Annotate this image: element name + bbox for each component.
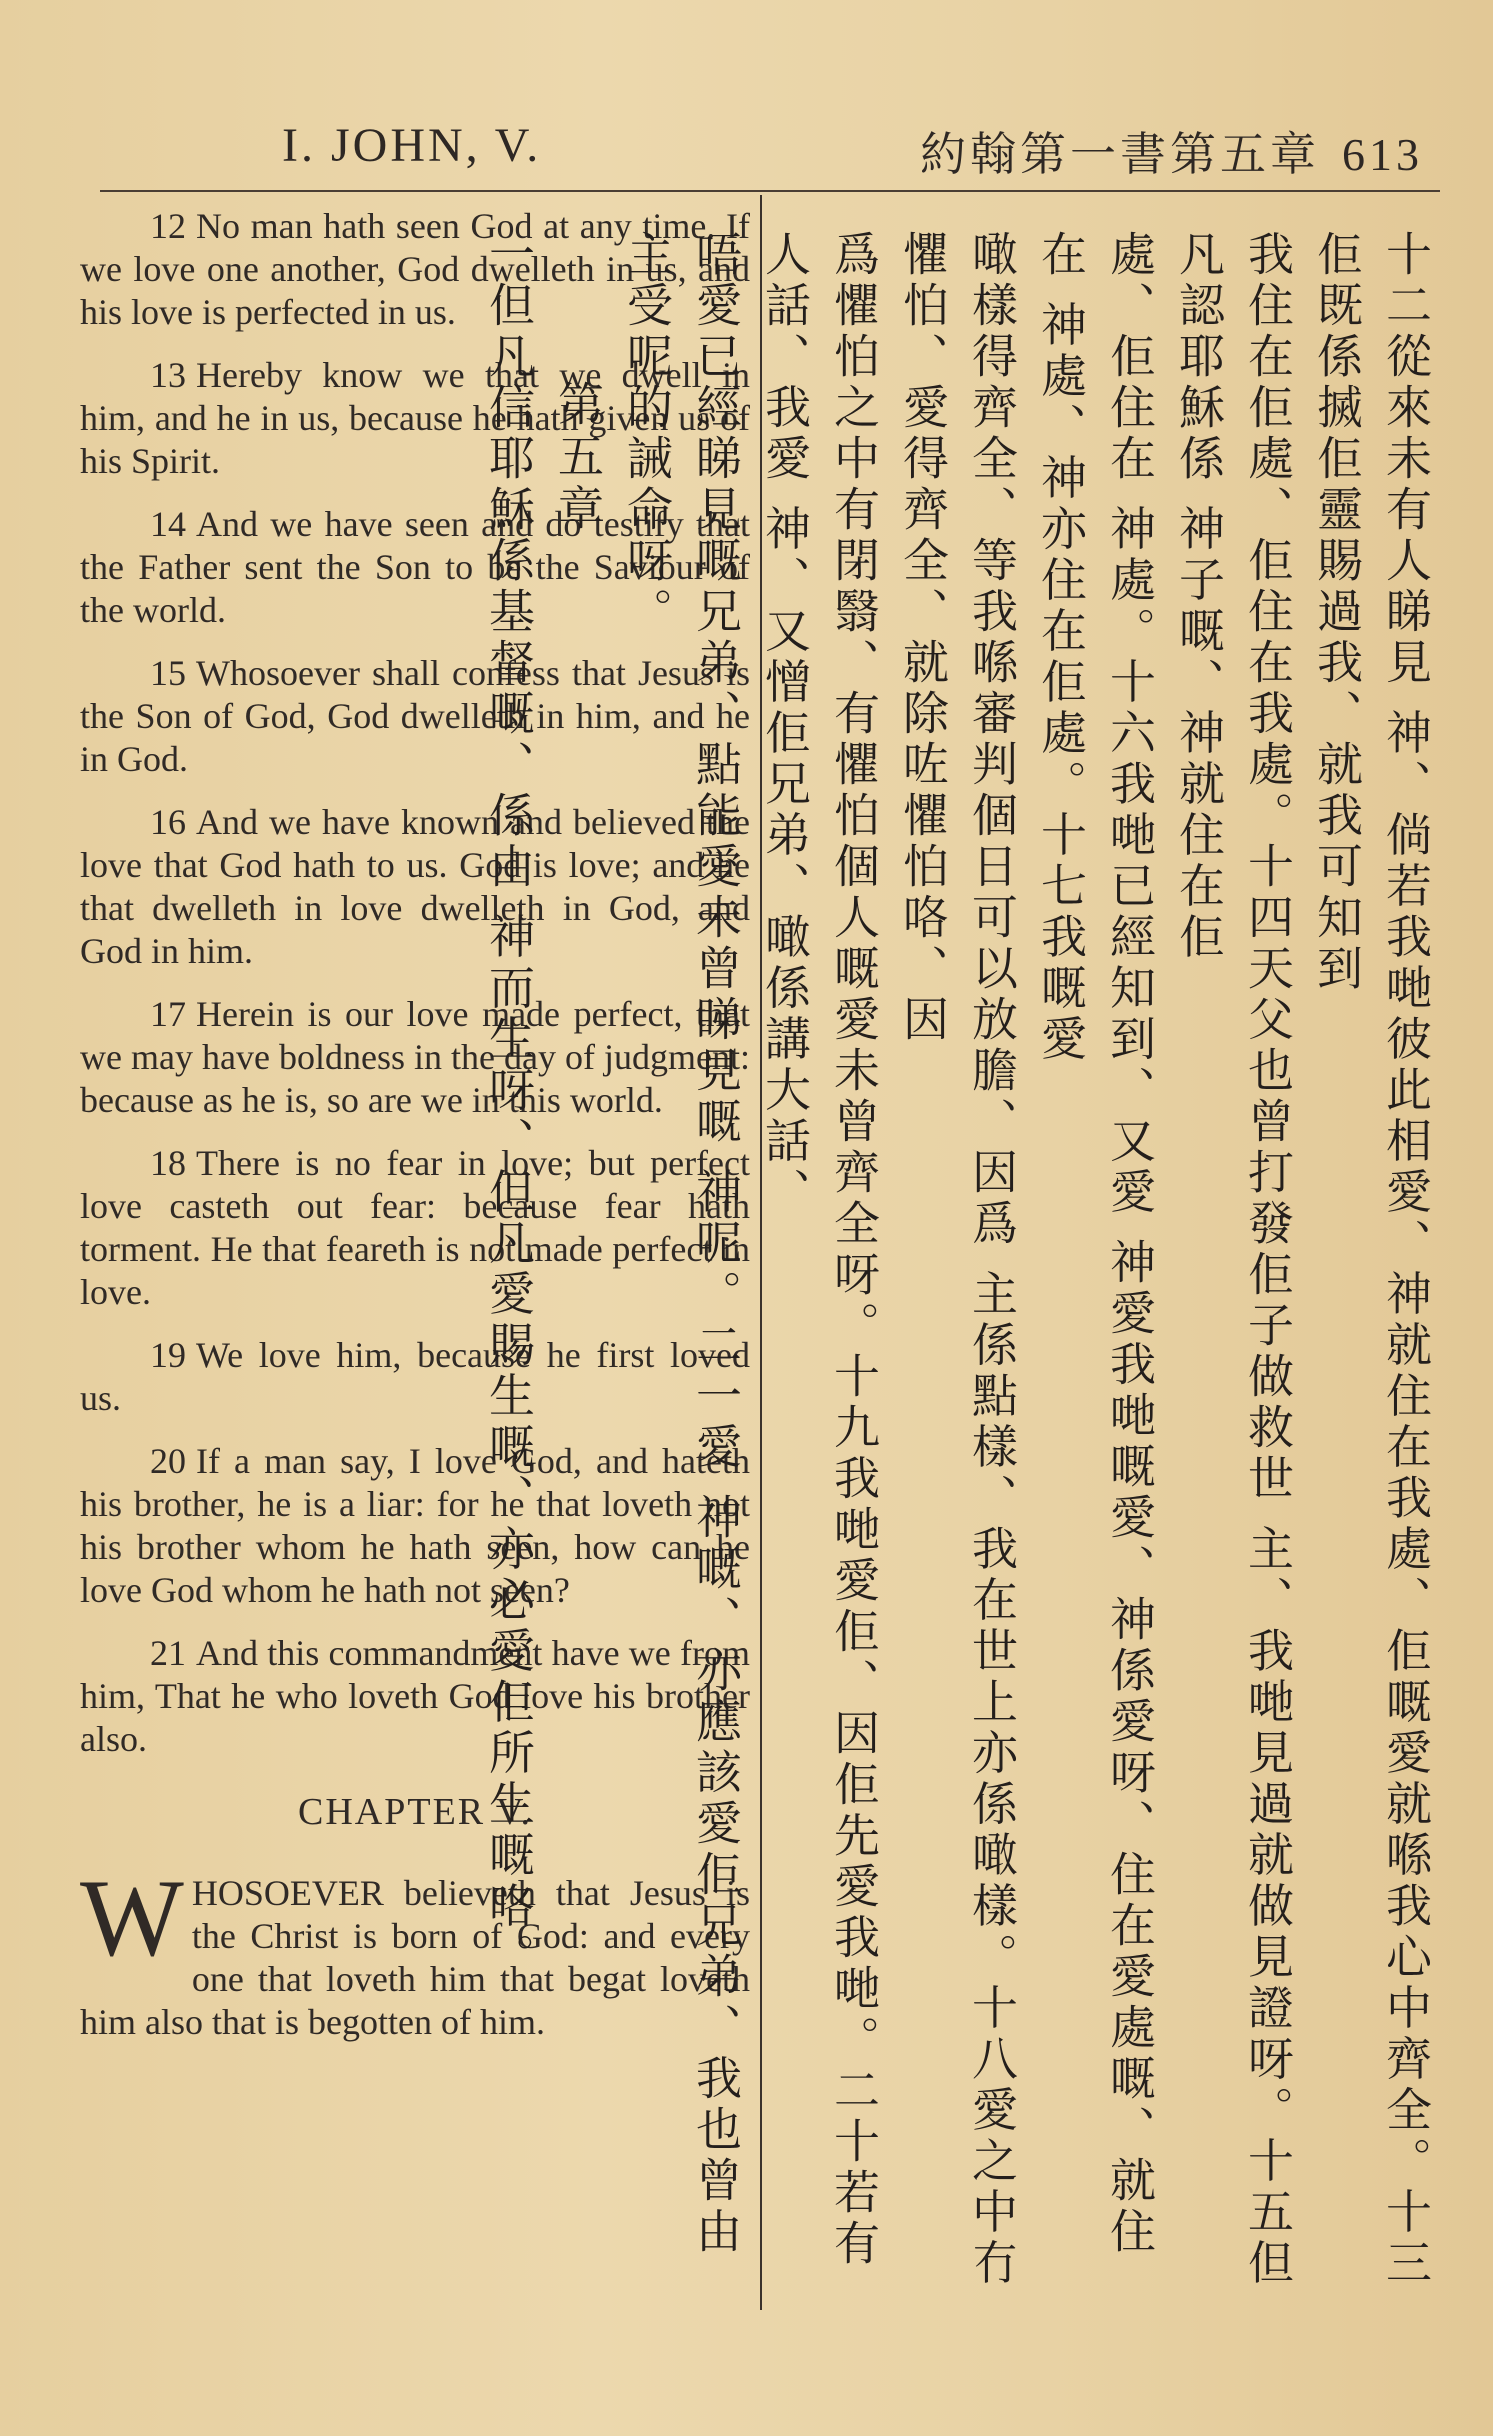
- verse-text: Hereby know we that we dwell in him, and he in us, because he hath given us of his Spirit.: [80, 355, 750, 481]
- chapter-heading: CHAPTER V.: [298, 1791, 532, 1833]
- running-head-chinese: [920, 118, 1423, 184]
- verse-text: If a man say, I love God, and hateth his brother, he is a liar: for he that loveth not his brother whom he hath seen, how can he love God whom he hath not seen?: [80, 1441, 750, 1610]
- verse-number: 18: [150, 1143, 186, 1183]
- verse-text: Whosoever shall confess that Jesus is the Son of God, God dwelleth in him, and he in God.: [80, 653, 750, 779]
- verse-number: 15: [150, 653, 186, 693]
- page-number: 613: [1342, 129, 1423, 180]
- chinese-text-column: 十二從來未有人睇見 神、倘若我哋彼此相愛、神就住在我處、佢嘅愛就喺我心中齊全。十三佢既係搣佢靈賜過我、就我可知到: [1310, 230, 1433, 2290]
- running-head-english: I. JOHN, V.: [282, 119, 542, 172]
- verse-text: We love him, because he first loved us.: [80, 1335, 750, 1418]
- verse-text: There is no fear in love; but perfect love casteth out fear: because fear hath torment. He that feareth is not made perfect in love.: [80, 1143, 750, 1312]
- verse-number: 19: [150, 1335, 186, 1375]
- verse-text: And this commandment have we from him, That he who loveth God love his brother also.: [80, 1633, 750, 1759]
- header-rule: [100, 190, 1440, 192]
- running-head-chinese-title: 約翰第一書第五章: [920, 129, 1320, 180]
- drop-cap: W: [80, 1857, 184, 1979]
- verse-number: 17: [150, 994, 186, 1034]
- verse-text: HOSOEVER believeth that Jesus is the Christ is born of God: and every one that loveth him that begat loveth him also that is begotten of him.: [80, 1873, 750, 2042]
- chinese-text-column: 噉樣得齊全、等我喺審判個日可以放膽、因爲 主係點樣、我在世上亦係噉樣。十八愛之中冇懼怕、愛得齊全、就除咗懼怕咯、因: [896, 230, 1019, 2290]
- chinese-chapter-label: 第五章: [551, 380, 605, 536]
- verse-text: Herein is our love made perfect, that we may have boldness in the day of judgment: because as he is, so are we in this world.: [80, 994, 750, 1120]
- verse-number: 13: [150, 355, 186, 395]
- verse-text: And we have known and believed the love that God hath to us. God is love; and he that dwelleth in love dwelleth in God, and God in him.: [80, 802, 750, 971]
- verse-number: 20: [150, 1441, 186, 1481]
- verse-text: No man hath seen God at any time. If we love one another, God dwelleth in us, and his love is perfected in us.: [80, 206, 750, 332]
- verse-number: 12: [150, 206, 186, 246]
- verse-number: 14: [150, 504, 186, 544]
- chinese-text-column: 處、佢住在 神處。十六我哋已經知到、又愛 神愛我哋嘅愛、神係愛呀、住在愛處嘅、就住在 神處、神亦住在佢處。十七我嘅愛: [1034, 230, 1157, 2259]
- chinese-text-column: 我住在佢處、佢住在我處。十四天父也曾打發佢子做救世 主、我哋見過就做見證呀。十五但凡認耶穌係 神子嘅、神就住在佢: [1172, 230, 1295, 2290]
- verse-text: And we have seen and do testify that the Father sent the Son to be the Saviour of the world.: [80, 504, 750, 630]
- chinese-column: [482, 230, 1440, 2300]
- chinese-chapter-5-verse-1: 一但凡信耶穌係基督嘅、係由 神而生呀、但凡愛賜生嘅、亦必愛佢所生嘅咯。: [482, 230, 536, 1984]
- verse-number: 21: [150, 1633, 186, 1673]
- chinese-text-column: 唔愛已經睇見嘅兄弟、點能愛未曾睇見嘅 神呢。二一愛 神嘅、亦應該愛佢兄弟、我也曾由 主受呢的誡命呀。: [620, 230, 743, 2259]
- verse-number: 16: [150, 802, 186, 842]
- chinese-text-column: 爲懼怕之中有閉翳、有懼怕個人嘅愛未曾齊全呀。十九我哋愛佢、因佢先愛我哋。二十若有人話、我愛 神、又憎佢兄弟、噉係講大話、: [758, 230, 881, 2270]
